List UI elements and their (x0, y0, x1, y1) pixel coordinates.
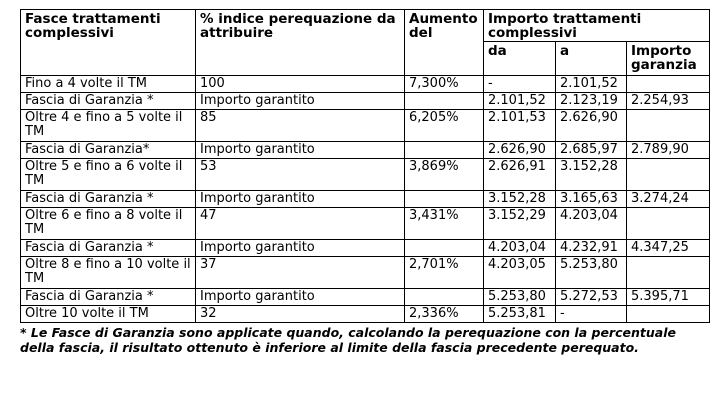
cell-fascia: Fascia di Garanzia * (21, 191, 196, 208)
cell-fascia: Oltre 6 e fino a 8 volte il TM (21, 208, 196, 240)
cell-aumento: 3,431% (405, 208, 484, 240)
cell-garanzia: 5.395,71 (627, 289, 710, 306)
cell-indice: Importo garantito (196, 191, 405, 208)
cell-da: 2.101,53 (484, 110, 556, 142)
cell-indice: Importo garantito (196, 240, 405, 257)
cell-indice: 37 (196, 257, 405, 289)
table-row (21, 76, 710, 93)
cell-garanzia: 2.254,93 (627, 93, 710, 110)
cell-indice: Importo garantito (196, 142, 405, 159)
table-row (21, 159, 710, 191)
cell-a: 4.203,04 (556, 208, 627, 240)
cell-aumento (405, 142, 484, 159)
cell-aumento: 2,701% (405, 257, 484, 289)
table-body (21, 10, 710, 323)
cell-a: 2.626,90 (556, 110, 627, 142)
cell-aumento (405, 93, 484, 110)
cell-a: - (556, 306, 627, 323)
cell-aumento: 7,300% (405, 76, 484, 93)
cell-da: - (484, 76, 556, 93)
header-row-main (21, 10, 710, 42)
cell-da: 2.101,52 (484, 93, 556, 110)
cell-a: 2.101,52 (556, 76, 627, 93)
table-row (21, 306, 710, 323)
cell-a: 5.272,53 (556, 289, 627, 306)
table-row (21, 110, 710, 142)
table-row (21, 257, 710, 289)
cell-garanzia (627, 208, 710, 240)
cell-fascia: Fascia di Garanzia * (21, 240, 196, 257)
cell-a: 2.685,97 (556, 142, 627, 159)
cell-da: 2.626,91 (484, 159, 556, 191)
perequazione-table (20, 9, 710, 323)
cell-garanzia: 2.789,90 (627, 142, 710, 159)
header-garanzia: Importo garanzia (627, 42, 710, 76)
cell-fascia: Fascia di Garanzia * (21, 289, 196, 306)
cell-indice: 47 (196, 208, 405, 240)
cell-garanzia: 4.347,25 (627, 240, 710, 257)
cell-fascia: Fino a 4 volte il TM (21, 76, 196, 93)
cell-da: 2.626,90 (484, 142, 556, 159)
header-indice: % indice perequazione da attribuire (196, 10, 405, 76)
cell-a: 5.253,80 (556, 257, 627, 289)
table-row (21, 93, 710, 110)
cell-garanzia: 3.274,24 (627, 191, 710, 208)
header-importo: Importo trattamenti complessivi (484, 10, 710, 42)
table-row (21, 191, 710, 208)
cell-a: 2.123,19 (556, 93, 627, 110)
cell-indice: Importo garantito (196, 289, 405, 306)
table-row (21, 240, 710, 257)
cell-fascia: Oltre 5 e fino a 6 volte il TM (21, 159, 196, 191)
cell-aumento: 2,336% (405, 306, 484, 323)
cell-garanzia (627, 76, 710, 93)
cell-garanzia (627, 257, 710, 289)
cell-da: 5.253,80 (484, 289, 556, 306)
cell-a: 3.165,63 (556, 191, 627, 208)
table-row (21, 142, 710, 159)
header-fasce: Fasce trattamenti complessivi (21, 10, 196, 76)
cell-indice: 32 (196, 306, 405, 323)
cell-da: 4.203,04 (484, 240, 556, 257)
cell-aumento: 6,205% (405, 110, 484, 142)
cell-aumento: 3,869% (405, 159, 484, 191)
cell-aumento (405, 289, 484, 306)
cell-da: 5.253,81 (484, 306, 556, 323)
cell-indice: Importo garantito (196, 93, 405, 110)
cell-a: 4.232,91 (556, 240, 627, 257)
cell-fascia: Oltre 4 e fino a 5 volte il TM (21, 110, 196, 142)
cell-aumento (405, 191, 484, 208)
cell-da: 3.152,29 (484, 208, 556, 240)
table-row (21, 208, 710, 240)
table-row (21, 289, 710, 306)
cell-da: 3.152,28 (484, 191, 556, 208)
header-aumento: Aumento del (405, 10, 484, 76)
cell-indice: 85 (196, 110, 405, 142)
cell-garanzia (627, 306, 710, 323)
document (20, 9, 709, 355)
cell-fascia: Oltre 10 volte il TM (21, 306, 196, 323)
cell-fascia: Fascia di Garanzia* (21, 142, 196, 159)
cell-indice: 53 (196, 159, 405, 191)
footnote: * Le Fasce di Garanzia sono applicate quando, calcolando la perequazione con la percentuale della fascia, il risultato ottenuto è inferiore al limite della fascia precedente perequato. (20, 325, 676, 355)
cell-da: 4.203,05 (484, 257, 556, 289)
cell-fascia: Fascia di Garanzia * (21, 93, 196, 110)
cell-fascia: Oltre 8 e fino a 10 volte il TM (21, 257, 196, 289)
header-da: da (484, 42, 556, 76)
cell-garanzia (627, 110, 710, 142)
cell-a: 3.152,28 (556, 159, 627, 191)
header-a: a (556, 42, 627, 76)
cell-garanzia (627, 159, 710, 191)
cell-aumento (405, 240, 484, 257)
cell-indice: 100 (196, 76, 405, 93)
